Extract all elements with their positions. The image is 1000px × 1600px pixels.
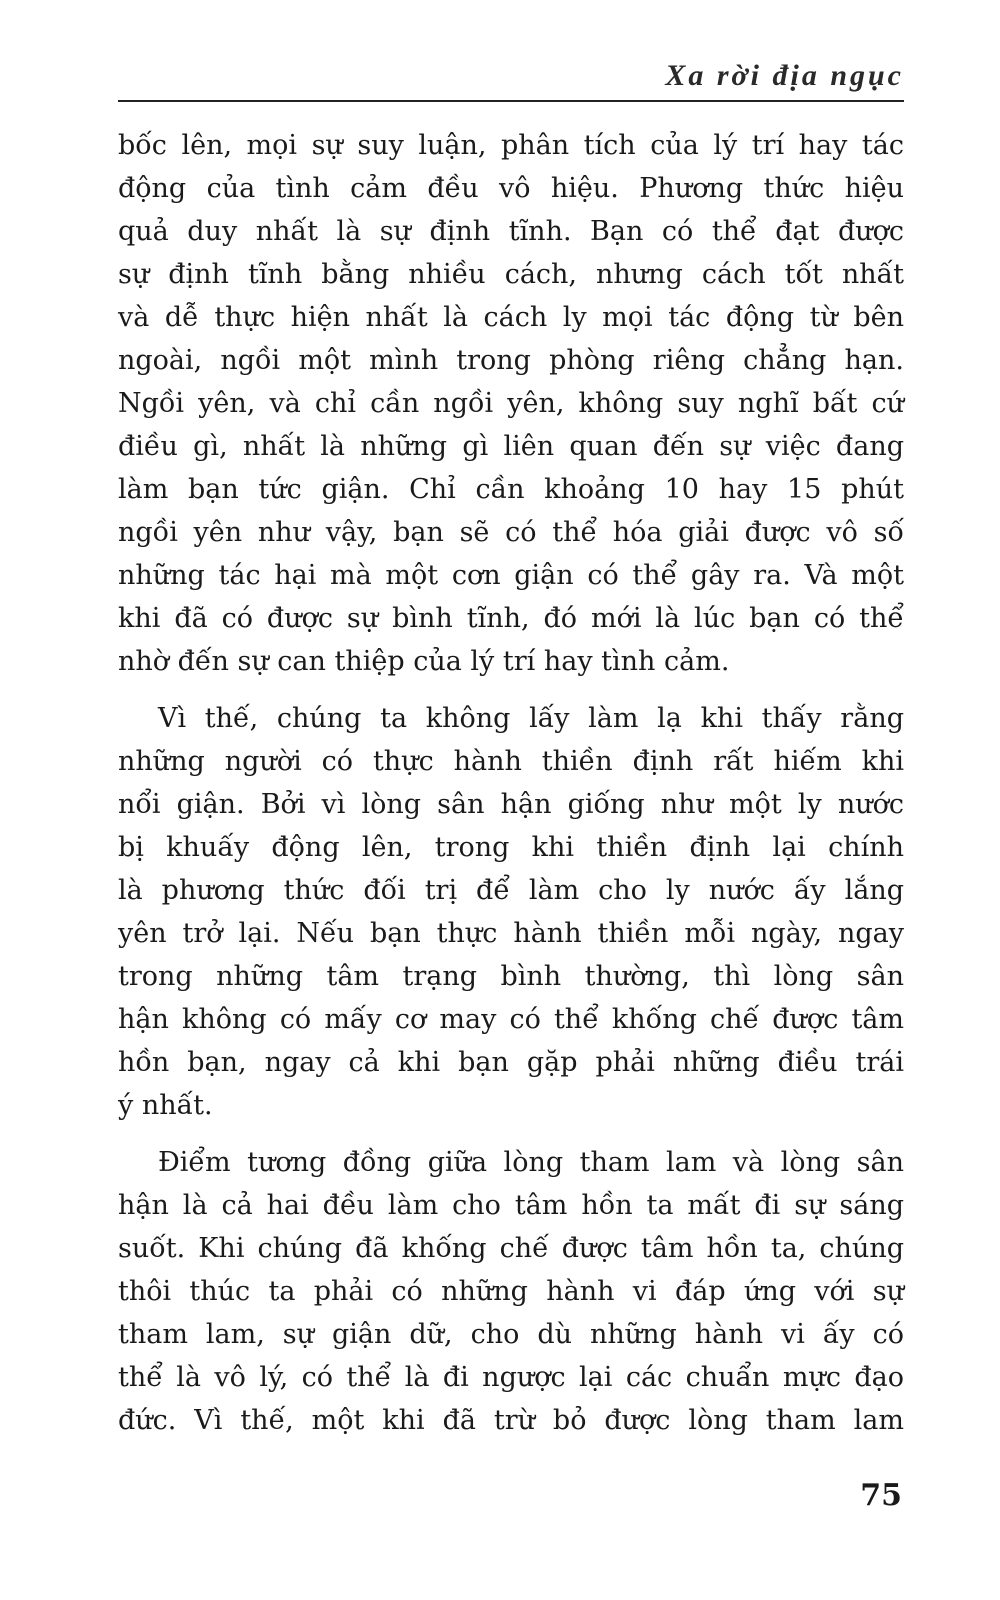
text-line: hận không có mấy cơ may có thể khống chế được tâm: [118, 1004, 904, 1035]
text-line: và dễ thực hiện nhất là cách ly mọi tác động từ bên: [118, 302, 904, 333]
text-line: ngoài, ngồi một mình trong phòng riêng chẳng hạn.: [118, 345, 904, 376]
text-line: điều gì, nhất là những gì liên quan đến sự việc đang: [118, 431, 904, 462]
text-line: ngồi yên như vậy, bạn sẽ có thể hóa giải được vô số: [118, 517, 904, 548]
text-line: hận là cả hai đều làm cho tâm hồn ta mất đi sự sáng: [118, 1190, 904, 1221]
text-line: những người có thực hành thiền định rất hiếm khi: [118, 746, 904, 777]
text-line: hồn bạn, ngay cả khi bạn gặp phải những điều trái: [118, 1047, 904, 1078]
text-line: ý nhất.: [118, 1090, 213, 1121]
body-text: [118, 124, 904, 1442]
text-line: bốc lên, mọi sự suy luận, phân tích của lý trí hay tác: [118, 130, 904, 161]
text-line: là phương thức đối trị để làm cho ly nước ấy lắng: [118, 875, 904, 906]
text-line: trong những tâm trạng bình thường, thì lòng sân: [118, 961, 904, 992]
text-line: động của tình cảm đều vô hiệu. Phương thức hiệu: [118, 173, 904, 204]
paragraph-2: [118, 697, 904, 1127]
text-line: đức. Vì thế, một khi đã trừ bỏ được lòng tham lam: [118, 1405, 904, 1436]
text-line: làm bạn tức giận. Chỉ cần khoảng 10 hay 15 phút: [118, 474, 904, 505]
paragraph-1: [118, 124, 904, 683]
text-line: nổi giận. Bởi vì lòng sân hận giống như một ly nước: [118, 789, 904, 820]
text-line: Ngồi yên, và chỉ cần ngồi yên, không suy nghĩ bất cứ: [118, 388, 904, 419]
text-line: khi đã có được sự bình tĩnh, đó mới là lúc bạn có thể: [118, 603, 904, 634]
text-line: quả duy nhất là sự định tĩnh. Bạn có thể đạt được: [118, 216, 904, 247]
text-line: tham lam, sự giận dữ, cho dù những hành vi ấy có: [118, 1319, 904, 1350]
page-number: 75: [860, 1478, 902, 1513]
text-line: bị khuấy động lên, trong khi thiền định lại chính: [118, 832, 904, 863]
text-line: Vì thế, chúng ta không lấy làm lạ khi thấy rằng: [158, 703, 904, 734]
text-line: thôi thúc ta phải có những hành vi đáp ứng với sự: [118, 1276, 904, 1307]
text-line: thể là vô lý, có thể là đi ngược lại các chuẩn mực đạo: [118, 1362, 904, 1393]
text-line: Điểm tương đồng giữa lòng tham lam và lòng sân: [158, 1147, 904, 1178]
text-line: những tác hại mà một cơn giận có thể gây ra. Và một: [118, 560, 904, 591]
text-line: suốt. Khi chúng đã khống chế được tâm hồn ta, chúng: [118, 1233, 904, 1264]
running-header: [118, 56, 904, 102]
text-line: nhờ đến sự can thiệp của lý trí hay tình cảm.: [118, 646, 730, 677]
text-line: sự định tĩnh bằng nhiều cách, nhưng cách tốt nhất: [118, 259, 904, 290]
running-title: Xa rời địa ngục: [665, 59, 904, 92]
text-line: yên trở lại. Nếu bạn thực hành thiền mỗi ngày, ngay: [118, 918, 904, 949]
paragraph-3: [118, 1141, 904, 1442]
